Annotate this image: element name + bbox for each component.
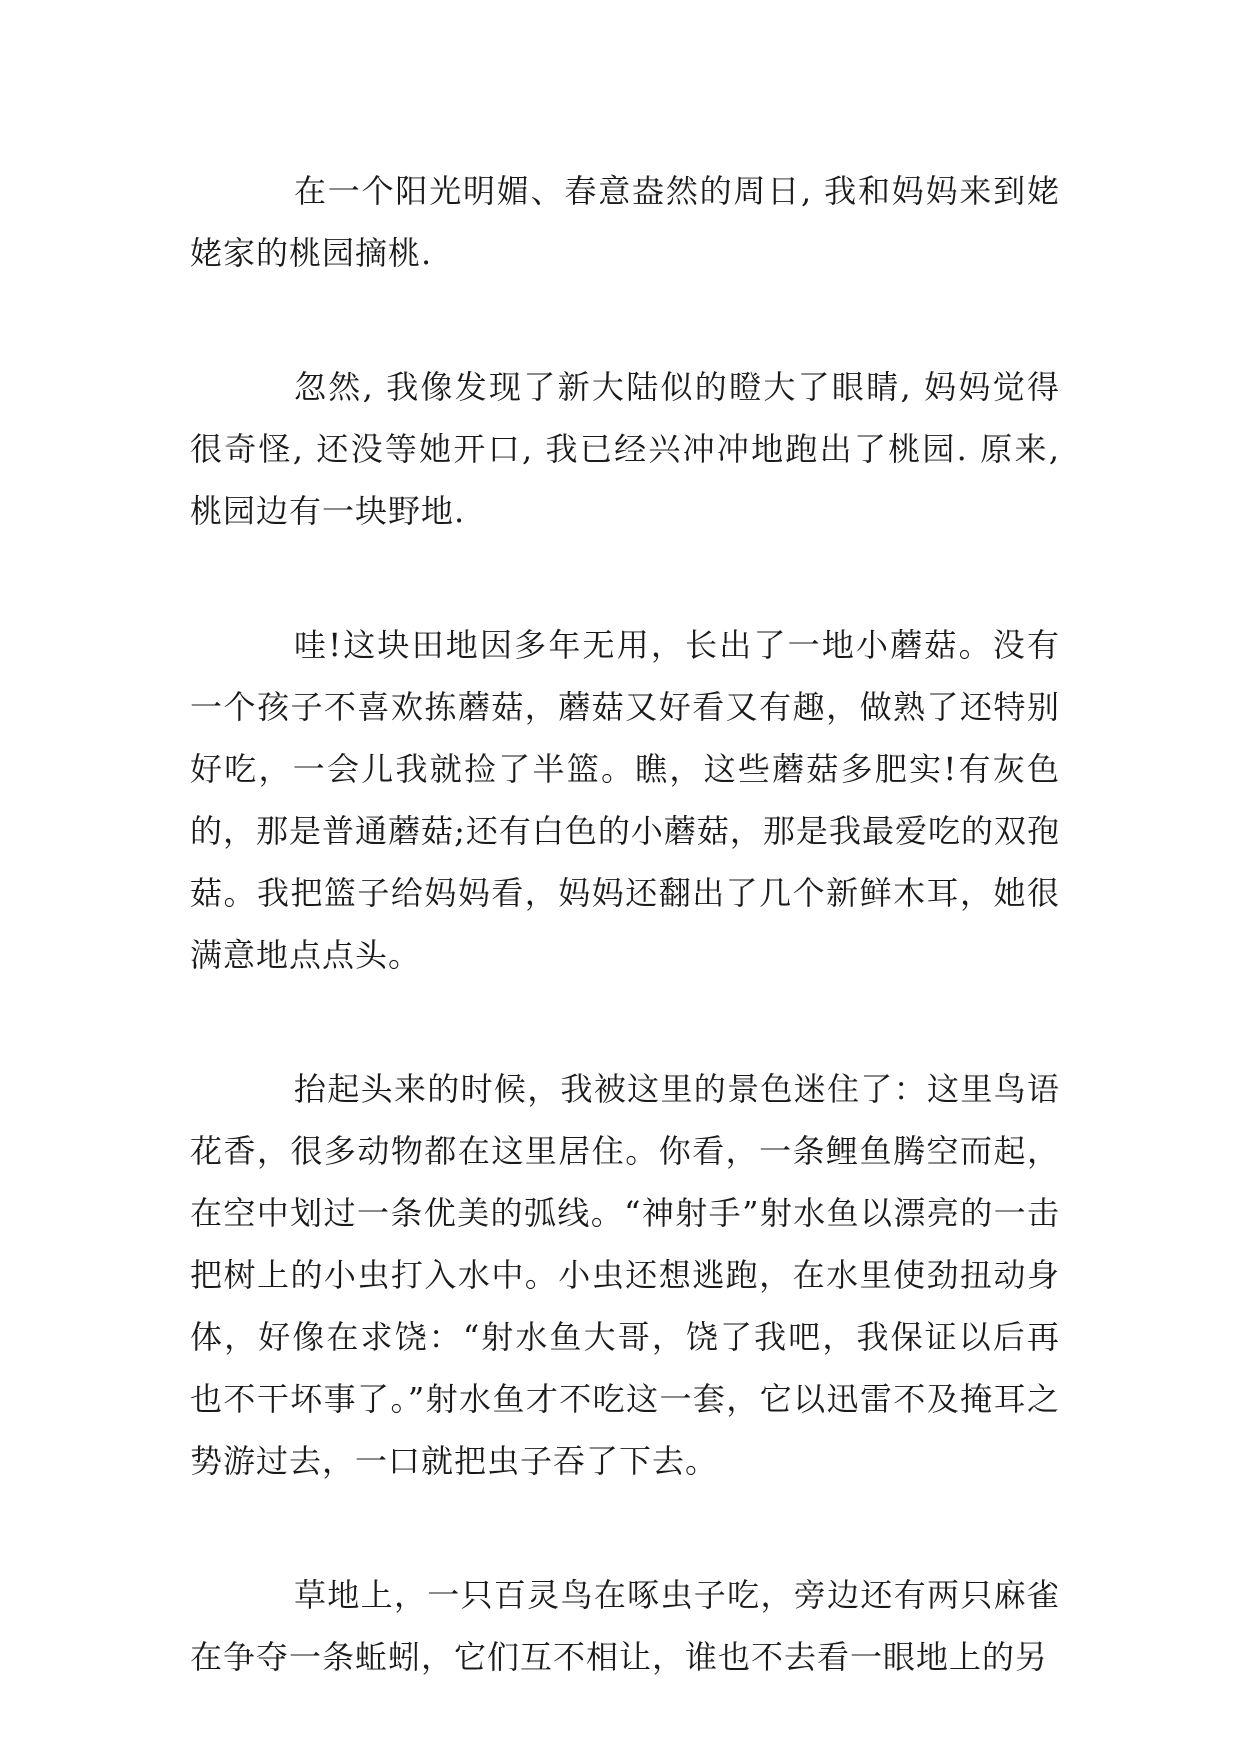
paragraph-1: 在一个阳光明媚、春意盎然的周日, 我和妈妈来到姥姥家的桃园摘桃. [190,172,1060,272]
paragraph-3: 哇!这块田地因多年无用，长出了一地小蘑菇。没有一个孩子不喜欢拣蘑菇，蘑菇又好看又有趣，做熟了还特别好吃，一会儿我就捡了半篮。瞧，这些蘑菇多肥实!有灰色的，那是普通蘑菇;还有白色的小蘑菇，那是我最爱吃的双孢菇。我把篮子给妈妈看，妈妈还翻出了几个新鲜木耳，她很满意地点点头。 [190,626,1060,974]
paragraph-4: 抬起头来的时候，我被这里的景色迷住了：这里鸟语花香，很多动物都在这里居住。你看，一条鲤鱼腾空而起，在空中划过一条优美的弧线。“神射手”射水鱼以漂亮的一击把树上的小虫打入水中。小虫还想逃跑，在水里使劲扭动身体，好像在求饶：“射水鱼大哥，饶了我吧，我保证以后再也不干坏事了。”射水鱼才不吃这一套，它以迅雷不及掩耳之势游过去，一口就把虫子吞了下去。 [190,1070,1060,1480]
document-body [190,160,1060,1760]
paragraph-2: 忽然, 我像发现了新大陆似的瞪大了眼睛, 妈妈觉得很奇怪, 还没等她开口, 我已经兴冲冲地跑出了桃园. 原来, 桃园边有一块野地. [190,368,1060,530]
paragraph-5: 草地上，一只百灵鸟在啄虫子吃，旁边还有两只麻雀在争夺一条蚯蚓，它们互不相让，谁也不去看一眼地上的另 [190,1576,1060,1676]
